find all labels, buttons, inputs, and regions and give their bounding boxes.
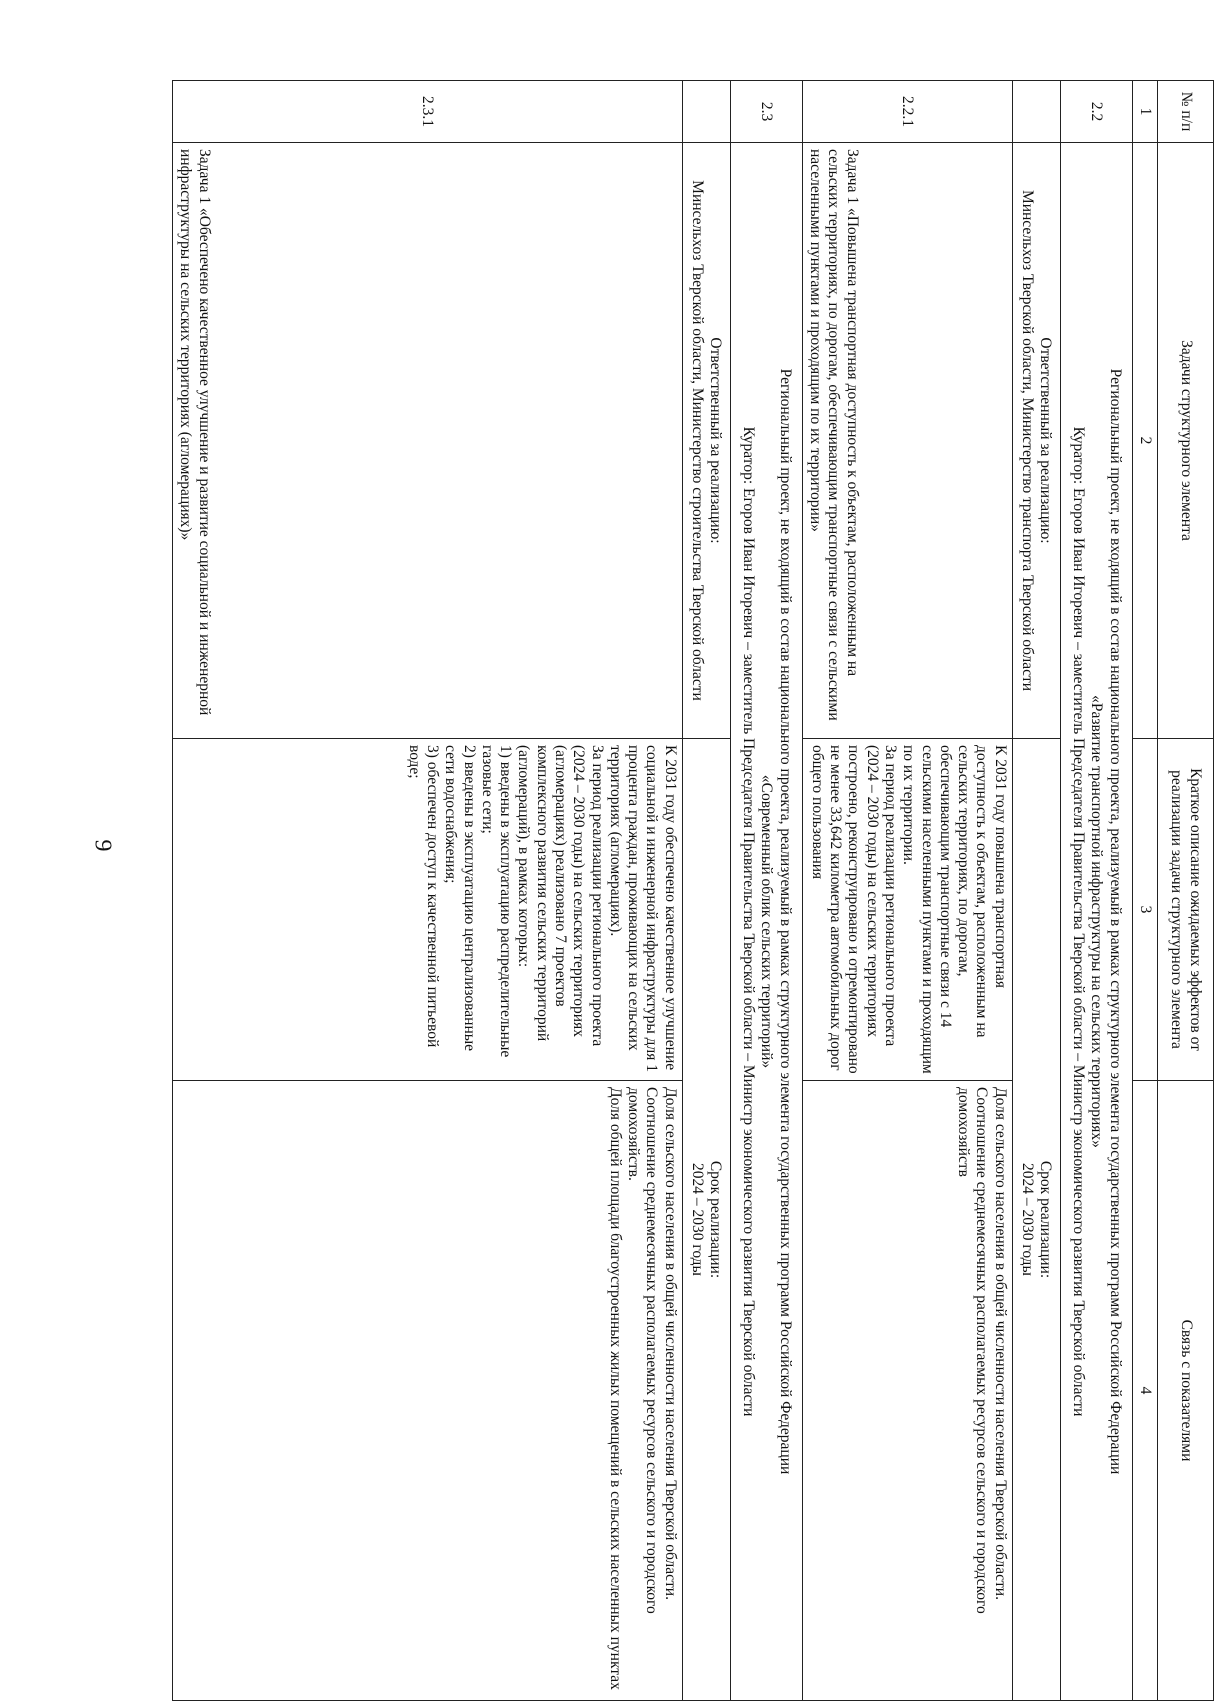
task-2-3-1-effects: К 2031 году обеспечено качественное улучшение социальной и инженерной инфраструктуры для 1 процента граждан, проживающих на сельских территориях (агломерациях). За период реализации регионального проекта (2024 – 2030 годы) на сельских территориях (агломерациях) реализовано 7 проектов комплексного развития сельских территорий (агломераций), в рамках которых: 1) введены в эксплуатацию распределительные газовые сети; 2) введены в эксплуатацию централизованные сети водоснабжения; 3) обеспечен доступ к качественной питьевой воде; [173,739,683,1081]
task-2-3-1-indicators: Доля сельского населения в общей численности населения Тверской области. Соотношение среднемесячных располагаемых ресурсов сельского и городского домохозяйств. Доля общей площади благоустроенных жилых помещений в сельских населенных пунктах [173,1081,683,1701]
index-1: 1 [1132,81,1157,143]
index-row [1132,81,1157,1701]
section-2-2-curator: Куратор: Егоров Иван Игоревич – заместитель Председателя Правительства Тверской области – Министр экономического развития Тверской области [1070,426,1088,1417]
task-2-2-1-number: 2.2.1 [802,81,1012,143]
task-2-2-1-text: Задача 1 «Повышена транспортная доступность к объектам, расположенным на сельских территориях, по дорогам, обеспечивающим транспортные связи с сельскими населенными пунктами и проходящим по их территории» [802,143,1012,739]
section-2-3-term: Срок реализации: 2024 – 2030 годы [682,739,730,1701]
task-2-3-1-text: Задача 1 «Обеспечено качественное улучшение и развитие социальной и инженерной инфраструктуры на сельских территориях (агломерациях)» [173,143,683,739]
section-2-2-term: Срок реализации: 2024 – 2030 годы [1012,739,1060,1701]
section-2-3-responsible-row [682,81,730,1701]
task-2-2-1-row [802,81,1012,1701]
task-2-3-1-number: 2.3.1 [173,81,683,143]
header-tasks: Задачи структурного элемента [1158,143,1214,739]
header-number: № п/п [1158,81,1214,143]
task-2-2-1-effects: К 2031 году повышена транспортная доступность к объектам, расположенным на сельских территориях, по дорогам, обеспечивающим транспортные связи с 14 сельскими населенными пунктами и проходящим по их территории. За период реализации регионального проекта (2024 – 2030 годы) на сельских территориях построено, реконструировано и отремонтировано не менее 33,642 километра автомобильных дорог общего пользования [802,739,1012,1081]
page-number: 9 [89,839,116,852]
header-effects: Краткое описание ожидаемых эффектов от реализации задачи структурного элемента [1158,739,1214,1081]
section-2-2-row [1060,81,1132,1701]
section-2-2-responsible-row [1012,81,1060,1701]
section-2-3-number: 2.3 [730,81,802,143]
section-2-2-number: 2.2 [1060,81,1132,143]
task-2-3-1-row [173,81,683,1701]
task-2-2-1-indicators: Доля сельского населения в общей численности населения Тверской области. Соотношение среднемесячных располагаемых ресурсов сельского и городского домохозяйств [802,1081,1012,1701]
rotated-page [172,80,1214,1700]
section-2-3-responsible: Ответственный за реализацию: Минсельхоз Тверской области, Министерство строительства Тверской области [682,143,730,739]
structural-elements-table [172,80,1214,1701]
section-2-3-row [730,81,802,1701]
header-row [1158,81,1214,1701]
section-2-2-title: Региональный проект, не входящий в состав национального проекта, реализуемый в рамках структурного элемента государственных программ Российской Федерации «Развитие транспортной инфраструктуры на сельских территориях» Куратор: Егоров Иван Игоревич – заместитель Председателя Правительства Тверской области – Министр экономического развития Тверской области [1060,143,1132,1701]
section-2-3-curator: Куратор: Егоров Иван Игоревич – заместитель Председателя Правительства Тверской области – Министр экономического развития Тверской области [740,426,758,1417]
index-2: 2 [1132,143,1157,739]
index-4: 4 [1132,1081,1157,1701]
section-2-3-title: Региональный проект, не входящий в состав национального проекта, реализуемый в рамках структурного элемента государственных программ Российской Федерации «Современный облик сельских территорий» Куратор: Егоров Иван Игоревич – заместитель Председателя Правительства Тверской области – Министр экономического развития Тверской области [730,143,802,1701]
section-2-2-responsible: Ответственный за реализацию: Минсельхоз Тверской области, Министерство транспорта Тверской области [1012,143,1060,739]
header-indicators: Связь с показателями [1158,1081,1214,1701]
index-3: 3 [1132,739,1157,1081]
